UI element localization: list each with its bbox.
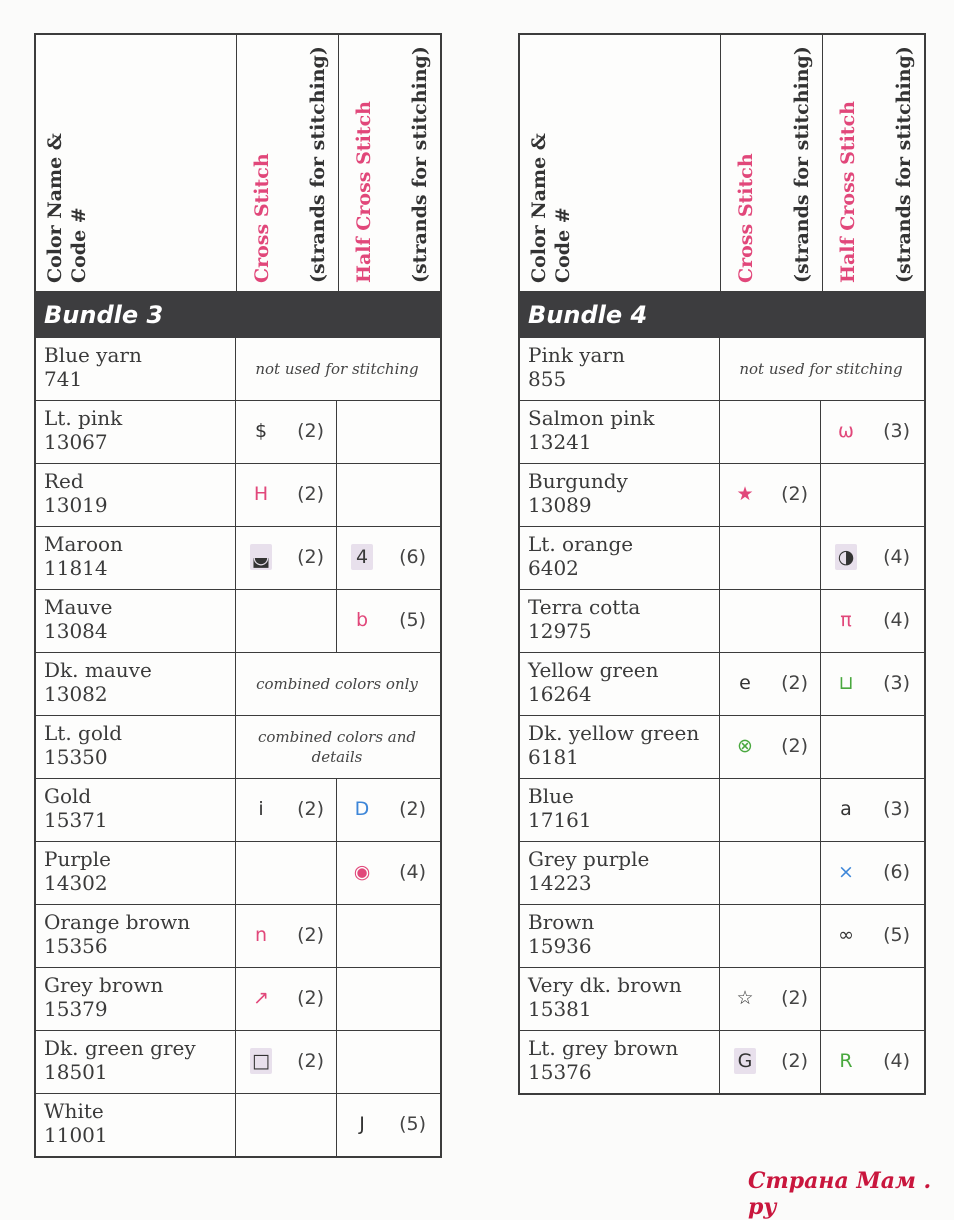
half-cross-stitch-cell xyxy=(337,779,438,841)
half-cross-stitch-cell xyxy=(821,905,922,967)
stitch-symbol: × xyxy=(838,861,854,883)
table-row xyxy=(520,904,924,967)
strand-count: (2) xyxy=(781,987,808,1009)
cross-stitch-cell xyxy=(236,905,337,967)
table-row xyxy=(36,652,440,715)
color-name: Yellow green xyxy=(528,658,659,682)
half-cross-stitch-cell xyxy=(821,1031,922,1093)
color-code: 741 xyxy=(44,367,83,391)
color-code: 15371 xyxy=(44,808,108,832)
color-code: 11814 xyxy=(44,556,108,580)
half-cross-stitch-cell xyxy=(337,842,438,904)
half-cross-stitch-cell xyxy=(337,401,438,463)
table-row xyxy=(520,778,924,841)
color-name: Lt. orange xyxy=(528,532,634,556)
half-cross-stitch-cell xyxy=(821,653,922,715)
strand-count: (3) xyxy=(883,798,910,820)
cross-stitch-cell xyxy=(720,779,821,841)
color-name: Lt. pink xyxy=(44,406,123,430)
color-cell xyxy=(36,1031,236,1093)
color-code: 17161 xyxy=(528,808,592,832)
color-cell xyxy=(36,401,236,463)
bundle-3-table xyxy=(34,33,442,1158)
cross-stitch-cell xyxy=(720,653,821,715)
cross-stitch-cell xyxy=(236,842,337,904)
table-row xyxy=(520,841,924,904)
color-cell xyxy=(520,842,720,904)
color-name: White xyxy=(44,1099,104,1123)
table-row xyxy=(36,400,440,463)
color-code: 13089 xyxy=(528,493,592,517)
color-code: 14302 xyxy=(44,871,108,895)
strand-count: (4) xyxy=(883,546,910,568)
table-row xyxy=(520,1030,924,1093)
header-strands-text: (strands for stitching) xyxy=(409,46,431,283)
color-cell xyxy=(36,527,236,589)
color-cell xyxy=(520,338,720,400)
stitch-symbol: □ xyxy=(250,1048,272,1074)
color-cell xyxy=(520,716,720,778)
header-code-text: Code # xyxy=(68,207,90,283)
cross-stitch-cell xyxy=(720,527,821,589)
color-code: 15379 xyxy=(44,997,108,1021)
strand-count: (3) xyxy=(883,672,910,694)
color-code: 13082 xyxy=(44,682,108,706)
table-row xyxy=(36,841,440,904)
stitch-symbol: π xyxy=(840,609,852,631)
header-color-name-text: Color Name & xyxy=(44,133,66,283)
color-code: 15376 xyxy=(528,1060,592,1084)
color-cell xyxy=(520,401,720,463)
half-cross-stitch-cell xyxy=(821,716,922,778)
header-strands-text: (strands for stitching) xyxy=(791,46,813,283)
strand-count: (2) xyxy=(399,798,426,820)
color-name: Lt. gold xyxy=(44,721,123,745)
table-row xyxy=(520,715,924,778)
strand-count: (2) xyxy=(781,483,808,505)
bundle-title: Bundle 4 xyxy=(520,292,924,338)
color-code: 12975 xyxy=(528,619,592,643)
stitch-symbol: b xyxy=(355,609,369,631)
color-name: Blue xyxy=(528,784,574,808)
color-name: Salmon pink xyxy=(528,406,655,430)
header-cross-stitch xyxy=(237,35,339,291)
bundle-title: Bundle 3 xyxy=(36,292,440,338)
table-row xyxy=(520,400,924,463)
header-half-cross-stitch-text: Half Cross Stitch xyxy=(837,101,859,283)
half-cross-stitch-cell xyxy=(337,590,438,652)
cross-stitch-cell xyxy=(236,401,337,463)
table-row xyxy=(520,589,924,652)
half-cross-stitch-cell xyxy=(821,842,922,904)
table-header xyxy=(36,35,440,292)
color-cell xyxy=(520,464,720,526)
cross-stitch-cell xyxy=(720,464,821,526)
half-cross-stitch-cell xyxy=(821,779,922,841)
cross-stitch-cell xyxy=(236,1031,337,1093)
half-cross-stitch-cell xyxy=(337,1094,438,1156)
color-cell xyxy=(36,968,236,1030)
stitch-symbol: J xyxy=(359,1113,365,1135)
cross-stitch-cell xyxy=(236,590,337,652)
stitch-symbol: i xyxy=(258,798,264,820)
half-cross-stitch-cell xyxy=(821,527,922,589)
color-name: Terra cotta xyxy=(528,595,641,619)
color-cell xyxy=(520,653,720,715)
color-code: 6181 xyxy=(528,745,579,769)
color-cell xyxy=(36,1094,236,1156)
strand-count: (2) xyxy=(781,735,808,757)
table-header xyxy=(520,35,924,292)
table-row xyxy=(36,715,440,778)
stitch-symbol: ☆ xyxy=(736,987,754,1009)
stitch-symbol: n xyxy=(254,924,268,946)
table-row xyxy=(36,967,440,1030)
strand-count: (4) xyxy=(399,861,426,883)
strand-count: (2) xyxy=(297,546,324,568)
watermark: Страна Мам . ру xyxy=(748,1168,932,1220)
strand-count: (4) xyxy=(883,1050,910,1072)
color-cell xyxy=(520,905,720,967)
color-code: 18501 xyxy=(44,1060,108,1084)
table-body xyxy=(36,338,440,1156)
color-name: Grey purple xyxy=(528,847,650,871)
cross-stitch-cell xyxy=(720,401,821,463)
color-cell xyxy=(520,527,720,589)
stitch-symbol: a xyxy=(840,798,852,820)
color-name: Blue yarn xyxy=(44,343,142,367)
color-cell xyxy=(520,1031,720,1093)
header-half-cross-stitch xyxy=(339,35,440,291)
color-name: Dk. mauve xyxy=(44,658,152,682)
stitch-symbol: ◑ xyxy=(835,544,857,570)
table-row xyxy=(520,967,924,1030)
header-cross-stitch-text: Cross Stitch xyxy=(251,153,273,283)
stitch-symbol: D xyxy=(354,798,370,820)
color-cell xyxy=(36,716,236,778)
color-name: Red xyxy=(44,469,84,493)
color-code: 16264 xyxy=(528,682,592,706)
cross-stitch-cell xyxy=(236,464,337,526)
color-code: 15356 xyxy=(44,934,108,958)
table-row xyxy=(520,652,924,715)
stitch-symbol: ◉ xyxy=(353,861,371,883)
cross-stitch-cell xyxy=(236,968,337,1030)
color-code: 13019 xyxy=(44,493,108,517)
table-row xyxy=(36,1093,440,1156)
color-code: 14223 xyxy=(528,871,592,895)
strand-count: (4) xyxy=(883,609,910,631)
strand-count: (5) xyxy=(883,924,910,946)
cross-stitch-cell xyxy=(720,968,821,1030)
stitch-symbol: e xyxy=(739,672,751,694)
color-cell xyxy=(36,653,236,715)
stitch-symbol: ↗ xyxy=(253,987,269,1009)
note-cell: not used for stitching xyxy=(739,360,903,378)
half-cross-stitch-cell xyxy=(821,401,922,463)
color-cell xyxy=(520,779,720,841)
stitch-symbol: ★ xyxy=(736,483,754,505)
color-code: 15350 xyxy=(44,745,108,769)
color-cell xyxy=(36,338,236,400)
stitch-symbol: 4 xyxy=(351,544,373,570)
stitch-symbol: ◛ xyxy=(251,546,271,568)
stitch-symbol: ⊗ xyxy=(737,735,753,757)
note-cell: combined colors only xyxy=(256,675,418,693)
strand-count: (2) xyxy=(297,987,324,1009)
color-code: 15936 xyxy=(528,934,592,958)
header-cross-stitch-text: Cross Stitch xyxy=(735,153,757,283)
color-name: Very dk. brown xyxy=(528,973,682,997)
cross-stitch-cell xyxy=(236,779,337,841)
strand-count: (2) xyxy=(297,420,324,442)
header-cross-stitch xyxy=(721,35,823,291)
half-cross-stitch-cell xyxy=(337,1031,438,1093)
color-code: 855 xyxy=(528,367,567,391)
table-row xyxy=(520,338,924,400)
half-cross-stitch-cell xyxy=(821,590,922,652)
color-code: 13067 xyxy=(44,430,108,454)
half-cross-stitch-cell xyxy=(821,968,922,1030)
color-cell xyxy=(520,968,720,1030)
note-cell: combined colors and details xyxy=(257,728,417,766)
stitch-symbol: $ xyxy=(254,420,268,442)
color-cell xyxy=(36,842,236,904)
table-row xyxy=(36,1030,440,1093)
header-strands-text: (strands for stitching) xyxy=(893,46,915,283)
table-row xyxy=(36,904,440,967)
color-name: Gold xyxy=(44,784,92,808)
cross-stitch-cell xyxy=(236,527,337,589)
strand-count: (5) xyxy=(399,1113,426,1135)
header-color-name-text: Color Name & xyxy=(528,133,550,283)
stitch-symbol: ω xyxy=(838,420,854,442)
color-cell xyxy=(36,905,236,967)
color-name: Dk. green grey xyxy=(44,1036,196,1060)
table-body xyxy=(520,338,924,1093)
header-color-name xyxy=(520,35,721,291)
header-half-cross-stitch-text: Half Cross Stitch xyxy=(353,101,375,283)
color-cell xyxy=(520,590,720,652)
color-cell xyxy=(36,779,236,841)
color-code: 6402 xyxy=(528,556,579,580)
color-name: Mauve xyxy=(44,595,113,619)
table-row xyxy=(36,589,440,652)
color-name: Orange brown xyxy=(44,910,191,934)
color-name: Brown xyxy=(528,910,595,934)
strand-count: (2) xyxy=(781,1050,808,1072)
stitch-symbol: ∞ xyxy=(838,924,854,946)
strand-count: (2) xyxy=(781,672,808,694)
half-cross-stitch-cell xyxy=(337,968,438,1030)
strand-count: (2) xyxy=(297,1050,324,1072)
half-cross-stitch-cell xyxy=(337,905,438,967)
header-code-text: Code # xyxy=(552,207,574,283)
stitch-symbol: R xyxy=(839,1050,853,1072)
cross-stitch-cell xyxy=(236,1094,337,1156)
cross-stitch-cell xyxy=(720,842,821,904)
stitch-symbol: H xyxy=(253,483,269,505)
stitch-symbol: G xyxy=(734,1048,756,1074)
color-name: Dk. yellow green xyxy=(528,721,700,745)
strand-count: (6) xyxy=(399,546,426,568)
strand-count: (3) xyxy=(883,420,910,442)
cross-stitch-cell xyxy=(720,1031,821,1093)
color-code: 13084 xyxy=(44,619,108,643)
color-cell xyxy=(36,590,236,652)
color-name: Grey brown xyxy=(44,973,164,997)
color-name: Purple xyxy=(44,847,111,871)
stitch-symbol: ⊔ xyxy=(838,672,854,694)
cross-stitch-cell xyxy=(720,905,821,967)
color-name: Lt. grey brown xyxy=(528,1036,679,1060)
table-row xyxy=(36,338,440,400)
strand-count: (2) xyxy=(297,798,324,820)
color-name: Maroon xyxy=(44,532,123,556)
strand-count: (5) xyxy=(399,609,426,631)
color-name: Burgundy xyxy=(528,469,628,493)
header-strands-text: (strands for stitching) xyxy=(307,46,329,283)
table-row xyxy=(36,778,440,841)
half-cross-stitch-cell xyxy=(821,464,922,526)
cross-stitch-cell xyxy=(720,590,821,652)
color-code: 13241 xyxy=(528,430,592,454)
header-color-name xyxy=(36,35,237,291)
table-row xyxy=(520,463,924,526)
table-row xyxy=(520,526,924,589)
color-name: Pink yarn xyxy=(528,343,625,367)
strand-count: (2) xyxy=(297,483,324,505)
strand-count: (2) xyxy=(297,924,324,946)
half-cross-stitch-cell xyxy=(337,464,438,526)
half-cross-stitch-cell xyxy=(337,527,438,589)
table-row xyxy=(36,463,440,526)
color-cell xyxy=(36,464,236,526)
color-code: 11001 xyxy=(44,1123,108,1147)
cross-stitch-cell xyxy=(720,716,821,778)
color-code: 15381 xyxy=(528,997,592,1021)
strand-count: (6) xyxy=(883,861,910,883)
note-cell: not used for stitching xyxy=(255,360,419,378)
table-row xyxy=(36,526,440,589)
header-half-cross-stitch xyxy=(823,35,924,291)
bundle-4-table xyxy=(518,33,926,1095)
